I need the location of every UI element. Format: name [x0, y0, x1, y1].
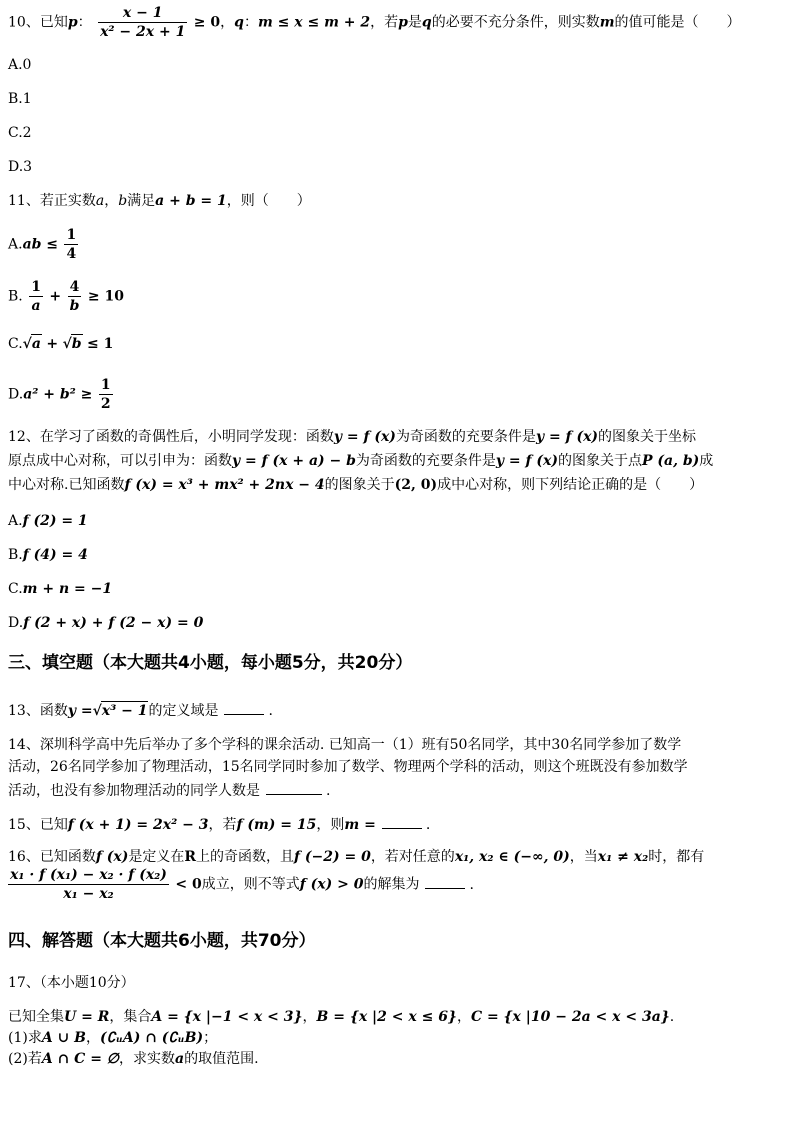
q10-option-b: B.1	[8, 91, 32, 107]
q10-option-c: C.2	[8, 125, 32, 141]
q12-math: f (x) = x³ + mx² + 2nx − 4	[124, 477, 325, 493]
q12-math: y = f (x + a) − b	[232, 453, 356, 469]
q12-text: 成中心对称，则下列结论正确的是（ ）	[437, 477, 704, 493]
q11-c-label: C.	[8, 336, 23, 352]
q10-p: p	[67, 14, 78, 31]
q17-math: U = R	[64, 1009, 110, 1025]
q11-text3: ，则（ ）	[226, 193, 311, 209]
q17-math: A ∩ C = ∅	[41, 1051, 120, 1067]
q15-end: .	[425, 817, 431, 833]
q11-option-b	[8, 278, 786, 315]
q16-text: 上的奇函数，且	[195, 849, 294, 865]
question-10	[8, 4, 786, 41]
q11-sep: ，	[104, 193, 119, 209]
question-17-part-1	[8, 1029, 786, 1048]
q11-option-a	[8, 226, 786, 263]
question-14-line-2: 活动，26名同学参加了物理活动，15名同学同时参加了数学、物理两个学科的活动，则这个班既没有参加数学	[8, 759, 688, 775]
q16-math: f (−2) = 0	[293, 849, 371, 865]
q15-text: 15、已知	[8, 817, 68, 833]
q17-math: C = {x |10 − 2a < x < 3a}	[470, 1009, 670, 1025]
q15-math: m =	[344, 817, 376, 833]
q12-text: 为奇函数的充要条件是	[355, 453, 496, 469]
question-17-part-2	[8, 1050, 786, 1069]
option-label: A.	[8, 513, 23, 529]
q16-relation: < 0	[175, 876, 202, 893]
q17-math: (∁ᵤA) ∩ (∁ᵤB)	[100, 1030, 204, 1046]
q10-text4: 的必要不充分条件，则实数	[431, 14, 600, 31]
q10-m: m	[599, 14, 615, 31]
q11-text2: 满足	[127, 193, 156, 209]
q10-text2: ，若	[370, 14, 399, 31]
q16-reals: R	[184, 849, 196, 865]
q17-text: ，	[456, 1009, 471, 1025]
q16-fraction	[8, 866, 169, 903]
q16-text: 16、已知函数	[8, 849, 96, 865]
q12-text: 原点成中心对称，可以引申为：函数	[8, 453, 232, 469]
q11-condition: a + b = 1	[155, 193, 227, 209]
q12-option-b	[8, 546, 786, 565]
q17-text: ，集合	[109, 1009, 152, 1025]
option-label: C.	[8, 581, 23, 597]
q10-text3: 是	[407, 14, 422, 31]
q10-q: q	[234, 14, 244, 31]
q16-math: x₁ ≠ x₂	[597, 849, 649, 865]
q10-sep: ，	[220, 14, 235, 31]
q17-text: ；	[203, 1030, 218, 1046]
q13-end: .	[268, 703, 273, 719]
sqrt-icon: √	[22, 336, 32, 352]
question-17-title: 17、（本小题10分）	[8, 975, 135, 991]
q12-text: 的图象关于点	[558, 453, 643, 469]
q16-answer-blank	[425, 874, 465, 889]
q12-option-c	[8, 580, 786, 599]
q11-b-den2: b	[69, 298, 80, 314]
q14-answer-blank	[266, 780, 322, 795]
q17-text: ，求实数	[119, 1051, 176, 1067]
q12-text: 成	[699, 453, 714, 469]
q10-colon: ：	[77, 14, 92, 31]
q17-math: A = {x |−1 < x < 3}	[151, 1009, 303, 1025]
q11-b-label: B.	[8, 288, 23, 305]
q11-c-root2: b	[71, 336, 82, 352]
q11-a-num: 1	[66, 227, 77, 243]
q10-relation: ≥ 0	[193, 14, 221, 31]
q10-denominator: x² − 2x + 1	[100, 24, 186, 40]
option-expr: f (4) = 4	[22, 547, 88, 563]
q15-text: ，若	[208, 817, 237, 833]
q13-radicand: x³ − 1	[101, 703, 148, 719]
q11-a-expr: ab ≤	[22, 236, 59, 253]
q12-option-a	[8, 512, 786, 531]
q17-text: ，	[302, 1009, 317, 1025]
q15-text: ，则	[316, 817, 345, 833]
q12-text: 中心对称.已知函数	[8, 477, 125, 493]
q12-text: 的图象关于坐标	[598, 429, 697, 445]
option-expr: m + n = −1	[22, 581, 113, 597]
question-11	[8, 192, 786, 211]
q13-math: y =	[67, 703, 93, 719]
q10-numerator: x − 1	[98, 4, 187, 23]
q17-text: (2)若	[8, 1051, 42, 1067]
q16-text: 时，都有	[648, 849, 705, 865]
q11-option-c	[8, 334, 786, 354]
q10-p2: p	[398, 14, 408, 31]
q12-text: 为奇函数的充要条件是	[395, 429, 536, 445]
q11-b-fraction2	[68, 278, 82, 315]
question-14-line-3	[8, 780, 786, 801]
q17-text: (1)求	[8, 1030, 42, 1046]
q13-answer-blank	[224, 700, 264, 715]
q11-c-rel: ≤ 1	[87, 336, 114, 352]
option-expr: f (2 + x) + f (2 − x) = 0	[23, 615, 204, 631]
q10-colon2: ：	[243, 14, 258, 31]
q15-math: f (x + 1) = 2x² − 3	[67, 817, 209, 833]
question-16-line-2	[8, 866, 786, 903]
q11-b-num2: 4	[68, 278, 82, 297]
sqrt-icon: √	[62, 336, 72, 352]
q10-text5: 的值可能是（ ）	[614, 14, 741, 31]
q11-d-expr: a² + b² ≥	[23, 386, 93, 403]
q11-c-root1: a	[31, 336, 41, 352]
q12-option-d	[8, 614, 786, 633]
q16-end: .	[469, 876, 474, 893]
q10-option-d: D.3	[8, 159, 33, 175]
q12-math: y = f (x)	[535, 429, 599, 445]
q17-text: 的取值范围.	[184, 1051, 259, 1067]
q11-c-plus: +	[46, 336, 59, 352]
q11-d-den: 2	[100, 396, 111, 412]
question-12-line-3	[8, 476, 786, 495]
option-expr: f (2) = 1	[22, 513, 88, 529]
q12-math: (2, 0)	[394, 477, 438, 493]
q17-math: B = {x |2 < x ≤ 6}	[316, 1009, 457, 1025]
q11-a-den: 4	[66, 246, 77, 262]
q11-a-fraction	[64, 226, 78, 263]
question-17-line-1	[8, 1008, 786, 1027]
q13-text2: 的定义域是	[148, 703, 219, 719]
q13-text: 13、函数	[8, 703, 68, 719]
q14-end: .	[326, 783, 331, 799]
question-12-line-2	[8, 452, 786, 471]
q17-math: A ∪ B	[41, 1030, 87, 1046]
q11-text: 11、若正实数	[8, 193, 96, 209]
question-15	[8, 814, 786, 835]
q12-math: y = f (x)	[495, 453, 559, 469]
q10-q-expr: m ≤ x ≤ m + 2	[257, 14, 371, 31]
q11-a-label: A.	[8, 236, 23, 253]
q12-text: 的图象关于	[324, 477, 395, 493]
q16-math: f (x) > 0	[299, 876, 364, 893]
question-14-line-1: 14、深圳科学高中先后举办了多个学科的课余活动. 已知高一（1）班有50名同学，其中30名同学参加了数学	[8, 737, 682, 753]
q16-text: 的解集为	[363, 876, 420, 893]
q16-math: x₁, x₂ ∈ (−∞, 0)	[454, 849, 570, 865]
q16-text: 是定义在	[128, 849, 185, 865]
q14-text: 活动，也没有参加物理活动的同学人数是	[8, 783, 260, 799]
section-3-heading: 三、填空题（本大题共4小题，每小题5分，共20分）	[8, 653, 413, 673]
q16-text: 成立，则不等式	[201, 876, 300, 893]
q10-q2: q	[421, 14, 432, 31]
question-12-line-1	[8, 428, 786, 447]
q16-math: f (x)	[95, 849, 129, 865]
q11-b-den1: a	[31, 298, 41, 314]
q16-numerator: x₁ · f (x₁) − x₂ · f (x₂)	[10, 867, 167, 883]
q11-b: b	[118, 193, 128, 209]
q11-a: a	[95, 193, 105, 209]
question-13	[8, 700, 786, 721]
q12-text: 12、在学习了函数的奇偶性后，小明同学发现：函数	[8, 429, 334, 445]
q10-fraction	[98, 4, 187, 41]
q11-d-num: 1	[100, 377, 111, 393]
q11-d-label: D.	[8, 386, 24, 403]
q11-b-num1: 1	[31, 279, 41, 295]
q16-text: ，当	[569, 849, 598, 865]
q17-text: ，	[86, 1030, 101, 1046]
q11-b-rel: ≥ 10	[87, 288, 124, 305]
q16-denominator: x₁ − x₂	[63, 886, 114, 902]
q15-answer-blank	[382, 814, 422, 829]
q15-math: f (m) = 15	[236, 817, 317, 833]
q17-math: a	[175, 1051, 185, 1067]
q17-text: .	[669, 1009, 675, 1025]
q11-d-fraction	[99, 376, 113, 413]
sqrt-icon: √	[92, 703, 102, 719]
option-label: B.	[8, 547, 23, 563]
q12-math: P (a, b)	[642, 453, 700, 469]
q11-b-fraction1	[29, 278, 43, 315]
option-label: D.	[8, 615, 24, 631]
question-16-line-1	[8, 848, 786, 867]
q10-text: 10、已知	[8, 14, 68, 31]
section-4-heading: 四、解答题（本大题共6小题，共70分）	[8, 931, 316, 951]
q10-option-a: A.0	[8, 57, 32, 73]
q17-text: 已知全集	[8, 1009, 64, 1025]
q11-option-d	[8, 376, 786, 413]
q11-b-plus: +	[49, 288, 62, 305]
q12-math: y = f (x)	[333, 429, 396, 445]
q16-text: ，若对任意的	[370, 849, 455, 865]
